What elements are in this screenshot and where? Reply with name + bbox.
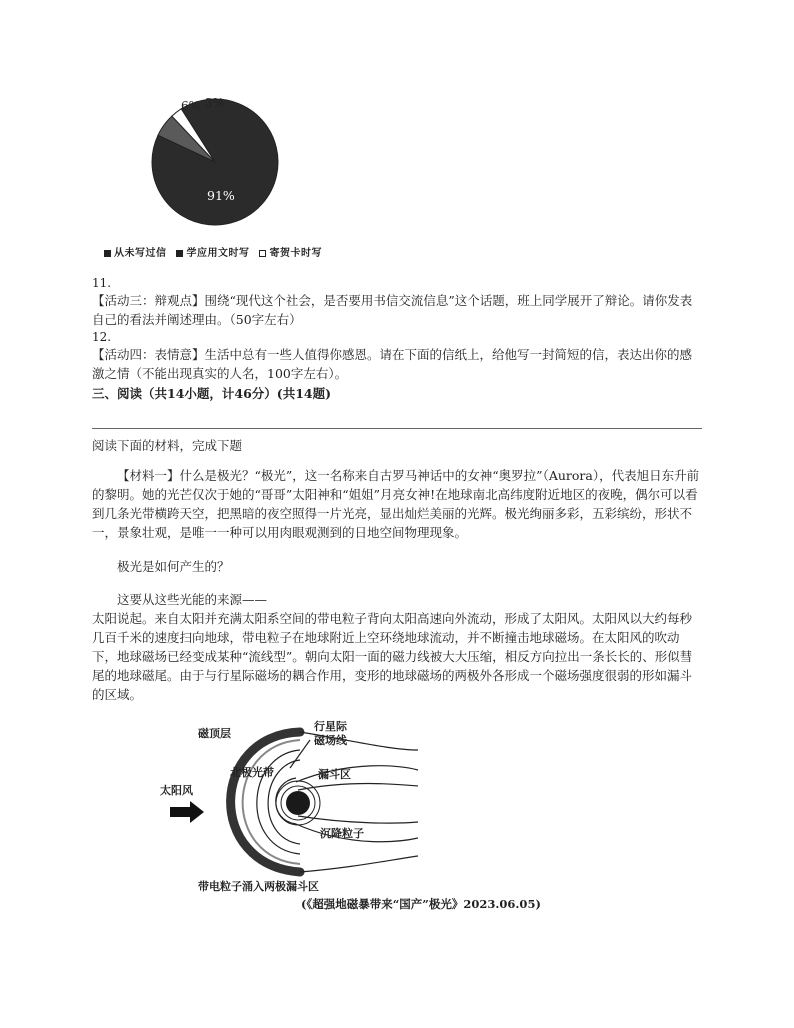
reading-paragraph-1: 【材料一】什么是极光？“极光”，这一名称来自古罗马神话中的女神“奥罗拉”（Aurora），代表旭日东升前的黎明。她的光芒仅次于她的“哥哥”太阳神和“姐姐”月亮女神!在地球南北高纬度附近地区的夜晚，偶尔可以看到几条光带横跨天空，把黑暗的夜空照得一片光亮，显出灿烂美丽的光辉。极光绚丽多彩，五彩缤纷，形状不一，景象壮观，是唯一一种可以用肉眼观测到的日地空间物理现象。 <box>92 468 700 540</box>
label-solar-wind: 太阳风 <box>160 784 193 797</box>
solar-wind-arrow-icon <box>170 801 204 823</box>
question-12-text: 【活动四：表情意】生活中总有一些人值得你感恩。请在下面的信纸上，给他写一封简短的信，表达出你的感激之情（不能出现真实的人名，100字左右）。 <box>92 347 693 381</box>
legend-item-school <box>176 248 253 259</box>
legend-label: 寄贺卡时写 <box>269 248 322 259</box>
label-settling-particles: 沉降粒子 <box>320 827 364 840</box>
pie-label-6pct: 6% <box>181 99 201 113</box>
pie-chart <box>150 92 350 242</box>
label-magnetopause: 磁顶层 <box>198 727 231 740</box>
reading-paragraph-3: 这要从这些光能的来源—— <box>117 592 268 607</box>
pie-label-3pct: 3% <box>205 96 225 110</box>
magnetosphere-svg <box>150 720 420 895</box>
question-11-text: 【活动三：辩观点】围绕“现代这个社会，是否要用书信交流信息”这个话题，班上同学展开了辩论。请你发表自己的看法并阐述理由。（50字左右） <box>92 293 693 327</box>
divider <box>92 428 702 429</box>
pie-label-91pct: 91% <box>207 188 235 203</box>
legend-marker-filled <box>176 250 183 257</box>
earth-icon <box>286 791 310 815</box>
reading-paragraph-4: 太阳说起。来自太阳并充满太阳系空间的带电粒子背向太阳高速向外流动，形成了太阳风。太阳风以大约每秒几百千米的速度扫向地球，带电粒子在地球附近上空环绕地球流动，并不断撞击地球磁场。在太阳风的吹动下，地球磁场已经变成某种“流线型”。朝向太阳一面的磁力线被大大压缩，相反方向拉出一条长长的、形似彗尾的地球磁尾。由于与行星际磁场的耦合作用，变形的地球磁场的两极外各形成一个磁场强度很弱的形如漏斗的区域。 <box>92 611 693 702</box>
pie-chart-svg <box>150 92 350 242</box>
label-north-aurora: 北极光带 <box>230 766 274 779</box>
question-number-11: 11. <box>92 276 112 290</box>
pie-legend <box>104 244 328 259</box>
magnetosphere-diagram <box>150 720 420 895</box>
label-funnel: 漏斗区 <box>318 768 351 781</box>
legend-item-card <box>259 248 322 259</box>
legend-item-never <box>104 248 170 259</box>
label-imf-1: 行星际 <box>314 720 347 733</box>
legend-label: 学应用文时写 <box>186 248 250 259</box>
legend-marker-filled <box>104 250 111 257</box>
label-imf-2: 磁场线 <box>314 734 347 747</box>
legend-marker-open <box>259 250 266 257</box>
reading-intro: 阅读下面的材料，完成下题 <box>92 438 243 453</box>
legend-label: 从未写过信 <box>114 248 167 259</box>
section-heading: 三、阅读（共14小题，计46分）(共14题) <box>92 386 332 401</box>
diagram-title: 带电粒子涌入两极漏斗区 <box>198 880 319 893</box>
question-number-12: 12. <box>92 330 112 344</box>
source-caption: (《超强地磁暴带来“国产”极光》2023.06.05) <box>301 897 541 911</box>
reading-paragraph-2: 极光是如何产生的？ <box>117 559 230 574</box>
